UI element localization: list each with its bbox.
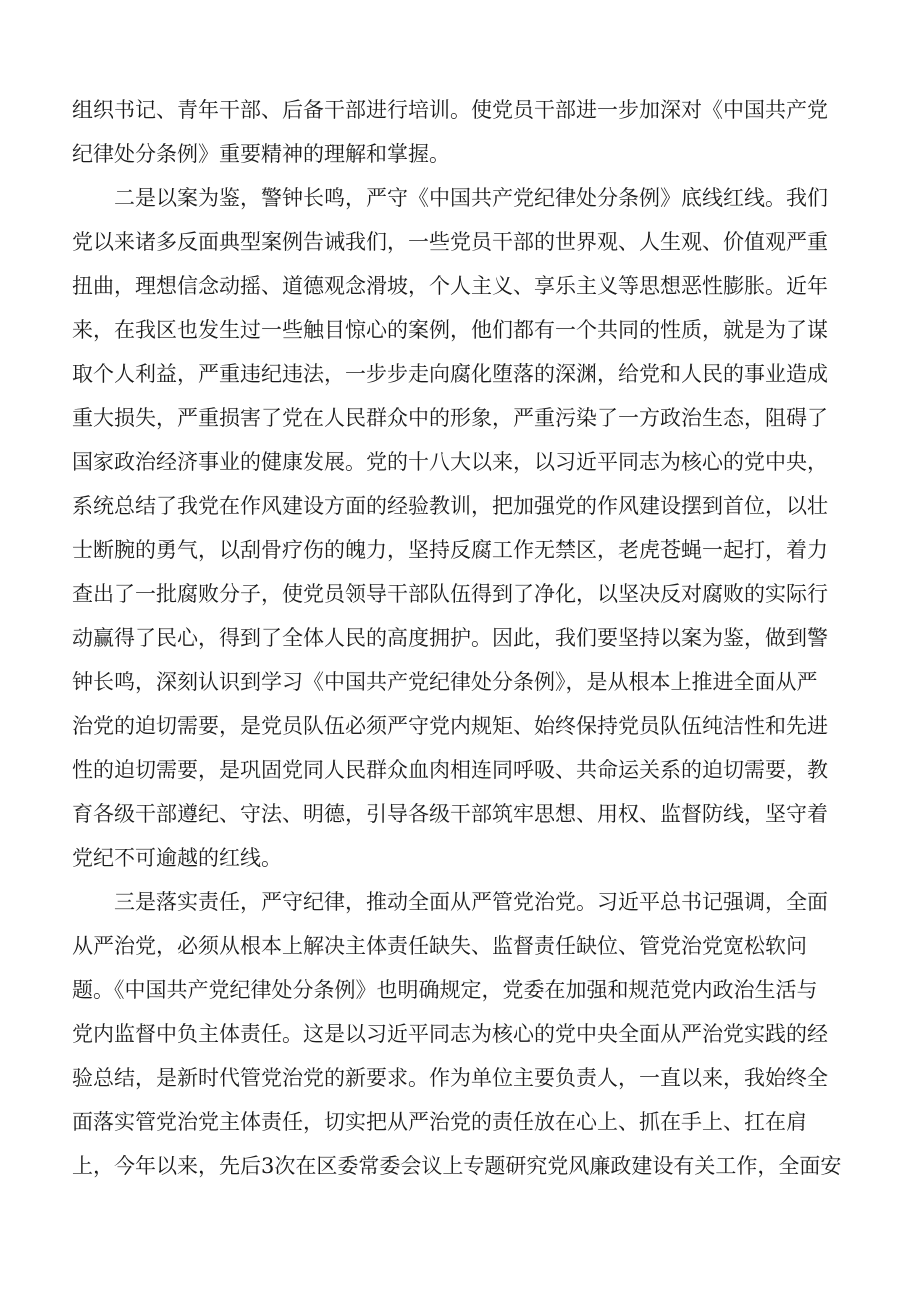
text-line: 系统总结了我党在作风建设方面的经验教训，把加强党的作风建设摆到首位，以壮 xyxy=(72,494,828,518)
text-line: 题。《中国共产党纪律处分条例》也明确规定，党委在加强和规范党内政治生活与 xyxy=(72,978,818,1002)
text-line: 国家政治经济事业的健康发展。党的十八大以来，以习近平同志为核心的党中央， xyxy=(72,450,828,474)
text-line: 纪律处分条例》重要精神的理解和掌握。 xyxy=(72,142,450,166)
text-line: 查出了一批腐败分子，使党员领导干部队伍得到了净化，以坚决反对腐败的实际行 xyxy=(72,582,828,606)
text-line: 治党的迫切需要，是党员队伍必须严守党内规矩、始终保持党员队伍纯洁性和先进 xyxy=(72,714,828,738)
text-line: 性的迫切需要，是巩固党同人民群众血肉相连同呼吸、共命运关系的迫切需要，教 xyxy=(72,758,828,782)
text-line: 党以来诸多反面典型案例告诫我们，一些党员干部的世界观、人生观、价值观严重 xyxy=(72,230,828,254)
paragraph-start-line: 三是落实责任，严守纪律，推动全面从严管党治党。习近平总书记强调，全面 xyxy=(114,890,828,914)
text-line: 党内监督中负主体责任。这是以习近平同志为核心的党中央全面从严治党实践的经 xyxy=(72,1022,828,1046)
text-line: 士断腕的勇气，以刮骨疗伤的魄力，坚持反腐工作无禁区，老虎苍蝇一起打，着力 xyxy=(72,538,828,562)
text-line: 组织书记、青年干部、后备干部进行培训。使党员干部进一步加深对《中国共产党 xyxy=(72,98,828,122)
text-line: 扭曲，理想信念动摇、道德观念滑坡，个人主义、享乐主义等思想恶性膨胀。近年 xyxy=(72,274,828,298)
paragraph-start-line: 二是以案为鉴，警钟长鸣，严守《中国共产党纪律处分条例》底线红线。我们 xyxy=(114,186,828,210)
text-line: 动赢得了民心，得到了全体人民的高度拥护。因此，我们要坚持以案为鉴，做到警 xyxy=(72,626,828,650)
text-line: 钟长鸣，深刻认识到学习《中国共产党纪律处分条例》，是从根本上推进全面从严 xyxy=(72,670,818,694)
text-line: 育各级干部遵纪、守法、明德，引导各级干部筑牢思想、用权、监督防线，坚守着 xyxy=(72,802,828,826)
text-line: 取个人利益，严重违纪违法，一步步走向腐化堕落的深渊，给党和人民的事业造成 xyxy=(72,362,828,386)
text-line: 验总结，是新时代管党治党的新要求。作为单位主要负责人，一直以来，我始终全 xyxy=(72,1066,828,1090)
text-line: 面落实管党治党主体责任，切实把从严治党的责任放在心上、抓在手上、扛在肩 xyxy=(72,1110,807,1134)
text-line: 来，在我区也发生过一些触目惊心的案例，他们都有一个共同的性质，就是为了谋 xyxy=(72,318,828,342)
text-line: 党纪不可逾越的红线。 xyxy=(72,846,282,870)
text-line: 从严治党，必须从根本上解决主体责任缺失、监督责任缺位、管党治党宽松软问 xyxy=(72,934,807,958)
text-line: 上，今年以来，先后3次在区委常委会议上专题研究党风廉政建设有关工作，全面安 xyxy=(72,1154,842,1178)
text-line: 重大损失，严重损害了党在人民群众中的形象，严重污染了一方政治生态，阻碍了 xyxy=(72,406,828,430)
